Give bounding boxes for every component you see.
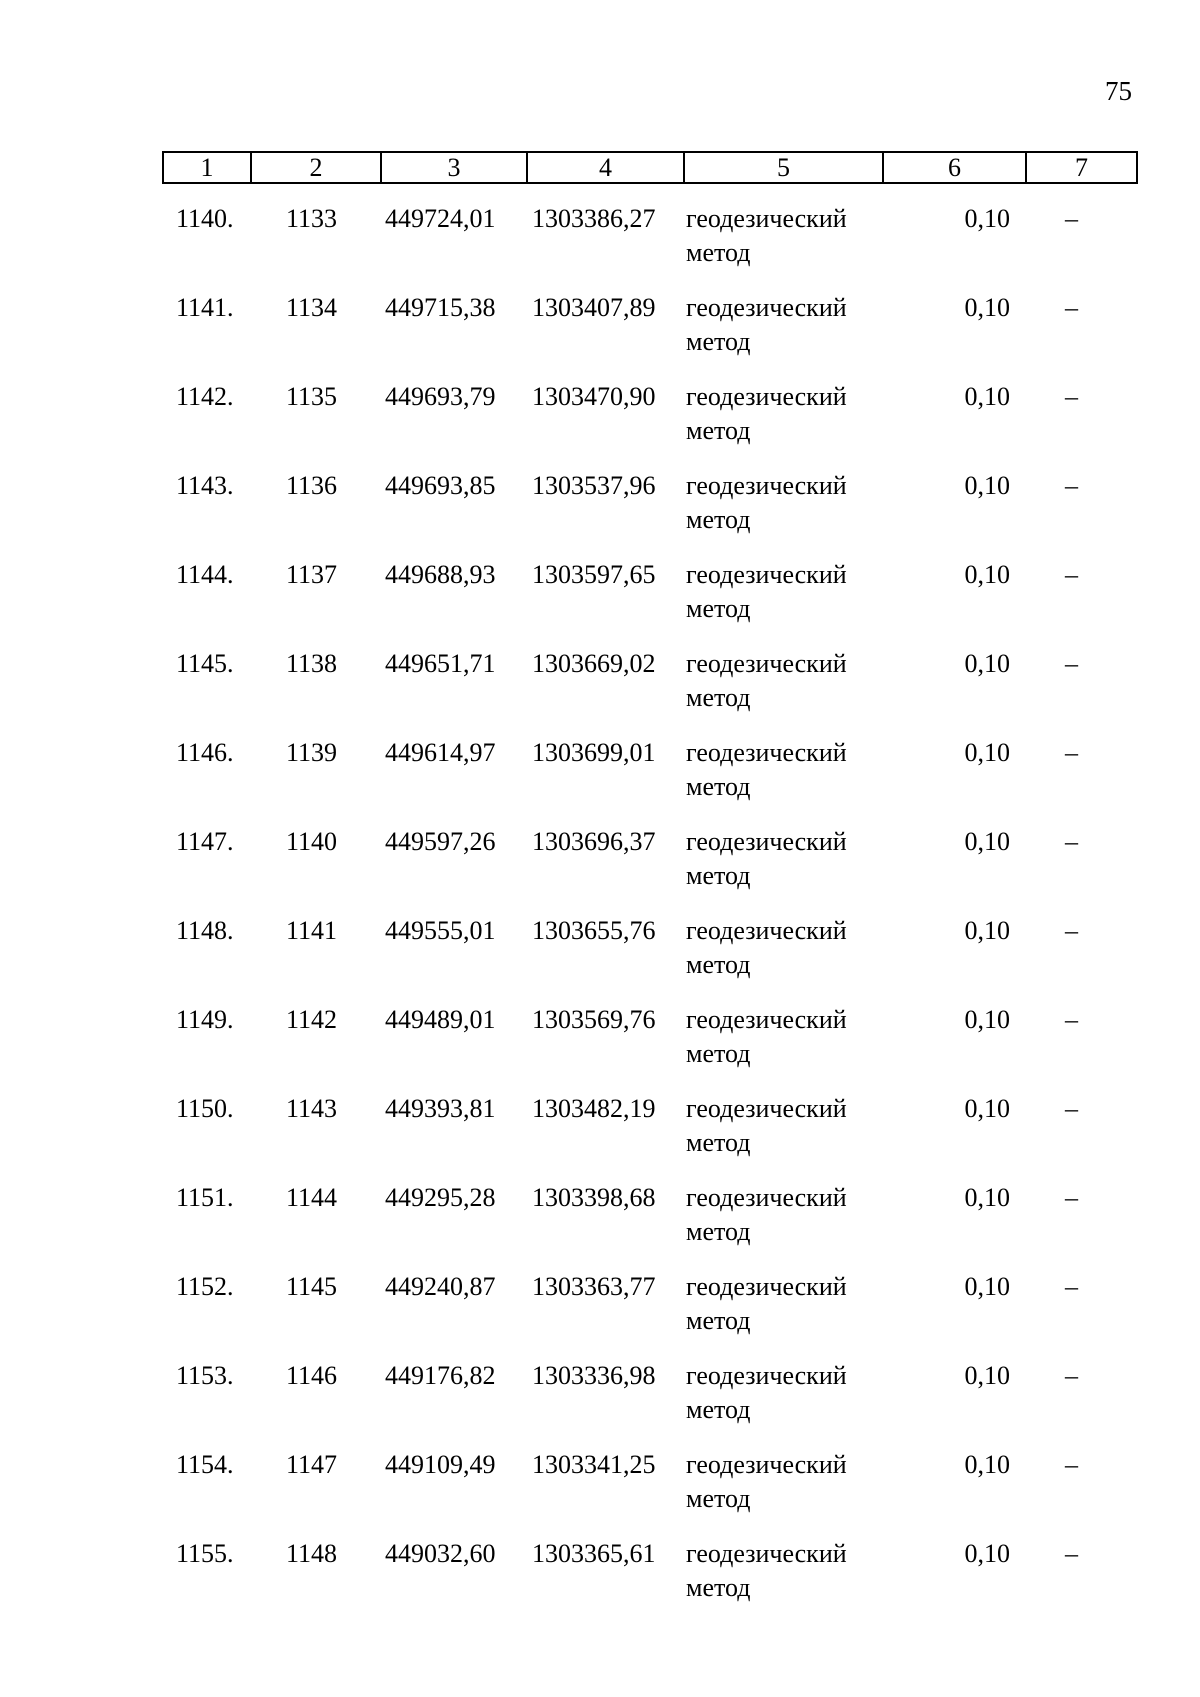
coordinate-y: 1303669,02 [532, 649, 656, 678]
note-dash: – [1065, 649, 1078, 678]
row-number: 1148. [176, 916, 234, 945]
coordinate-x: 449295,28 [385, 1183, 496, 1212]
table-row [0, 918, 1200, 998]
accuracy-value: 0,10 [964, 1183, 1010, 1212]
method-text: геодезический [686, 1450, 847, 1479]
note-dash: – [1065, 916, 1078, 945]
method-text: геодезический [686, 1005, 847, 1034]
point-number: 1143 [286, 1094, 338, 1123]
coordinate-y: 1303470,90 [532, 382, 656, 411]
point-number: 1135 [286, 382, 338, 411]
method-text: геодезический [686, 204, 847, 233]
method-text-continued: метод [686, 1395, 751, 1424]
note-dash: – [1065, 1183, 1078, 1212]
point-number: 1147 [286, 1450, 338, 1479]
row-number: 1144. [176, 560, 234, 589]
page-number: 75 [1105, 76, 1132, 106]
row-number: 1153. [176, 1361, 234, 1390]
accuracy-value: 0,10 [964, 649, 1010, 678]
table-row [0, 740, 1200, 820]
method-text: геодезический [686, 827, 847, 856]
table-row [0, 1452, 1200, 1532]
coordinate-x: 449109,49 [385, 1450, 496, 1479]
coordinate-y: 1303407,89 [532, 293, 656, 322]
coordinate-x: 449393,81 [385, 1094, 496, 1123]
table-row [0, 206, 1200, 286]
point-number: 1140 [286, 827, 338, 856]
coordinate-y: 1303655,76 [532, 916, 656, 945]
accuracy-value: 0,10 [964, 204, 1010, 233]
row-number: 1155. [176, 1539, 234, 1568]
method-text: геодезический [686, 382, 847, 411]
accuracy-value: 0,10 [964, 293, 1010, 322]
note-dash: – [1065, 827, 1078, 856]
note-dash: – [1065, 1005, 1078, 1034]
method-text-continued: метод [686, 772, 751, 801]
method-text-continued: метод [686, 1573, 751, 1602]
point-number: 1134 [286, 293, 338, 322]
coordinate-y: 1303482,19 [532, 1094, 656, 1123]
point-number: 1139 [286, 738, 338, 767]
method-text: геодезический [686, 1094, 847, 1123]
coordinate-x: 449688,93 [385, 560, 496, 589]
method-text-continued: метод [686, 327, 751, 356]
method-text: геодезический [686, 1361, 847, 1390]
coordinate-x: 449240,87 [385, 1272, 496, 1301]
method-text: геодезический [686, 738, 847, 767]
note-dash: – [1065, 1450, 1078, 1479]
method-text-continued: метод [686, 1217, 751, 1246]
accuracy-value: 0,10 [964, 738, 1010, 767]
coordinate-y: 1303365,61 [532, 1539, 656, 1568]
coordinate-y: 1303341,25 [532, 1450, 656, 1479]
row-number: 1145. [176, 649, 234, 678]
table-row [0, 562, 1200, 642]
method-text-continued: метод [686, 416, 751, 445]
row-number: 1149. [176, 1005, 234, 1034]
note-dash: – [1065, 382, 1078, 411]
row-number: 1147. [176, 827, 234, 856]
method-text-continued: метод [686, 1128, 751, 1157]
note-dash: – [1065, 738, 1078, 767]
coordinate-y: 1303537,96 [532, 471, 656, 500]
note-dash: – [1065, 1361, 1078, 1390]
coordinate-y: 1303569,76 [532, 1005, 656, 1034]
method-text-continued: метод [686, 505, 751, 534]
table-row [0, 473, 1200, 553]
coordinate-x: 449614,97 [385, 738, 496, 767]
column-number-3: 3 [382, 153, 528, 182]
method-text: геодезический [686, 1183, 847, 1212]
note-dash: – [1065, 1272, 1078, 1301]
accuracy-value: 0,10 [964, 382, 1010, 411]
row-number: 1146. [176, 738, 234, 767]
table-row [0, 295, 1200, 375]
row-number: 1143. [176, 471, 234, 500]
accuracy-value: 0,10 [964, 1361, 1010, 1390]
point-number: 1142 [286, 1005, 338, 1034]
table-row [0, 829, 1200, 909]
coordinate-x: 449724,01 [385, 204, 496, 233]
method-text: геодезический [686, 293, 847, 322]
note-dash: – [1065, 560, 1078, 589]
coordinate-y: 1303696,37 [532, 827, 656, 856]
column-number-5: 5 [685, 153, 884, 182]
coordinate-x: 449715,38 [385, 293, 496, 322]
row-number: 1140. [176, 204, 234, 233]
coordinate-x: 449555,01 [385, 916, 496, 945]
method-text-continued: метод [686, 861, 751, 890]
table-row [0, 1541, 1200, 1621]
table-row [0, 1096, 1200, 1176]
note-dash: – [1065, 293, 1078, 322]
row-number: 1151. [176, 1183, 234, 1212]
accuracy-value: 0,10 [964, 560, 1010, 589]
method-text: геодезический [686, 1539, 847, 1568]
point-number: 1138 [286, 649, 338, 678]
method-text: геодезический [686, 649, 847, 678]
point-number: 1141 [286, 916, 338, 945]
point-number: 1137 [286, 560, 338, 589]
row-number: 1154. [176, 1450, 234, 1479]
table-row [0, 651, 1200, 731]
table-row [0, 1274, 1200, 1354]
note-dash: – [1065, 471, 1078, 500]
point-number: 1136 [286, 471, 338, 500]
coordinate-x: 449176,82 [385, 1361, 496, 1390]
row-number: 1142. [176, 382, 234, 411]
note-dash: – [1065, 1094, 1078, 1123]
column-number-header [162, 151, 1138, 184]
accuracy-value: 0,10 [964, 827, 1010, 856]
method-text-continued: метод [686, 1039, 751, 1068]
column-number-1: 1 [164, 153, 252, 182]
table-row [0, 1363, 1200, 1443]
method-text: геодезический [686, 560, 847, 589]
accuracy-value: 0,10 [964, 1539, 1010, 1568]
row-number: 1141. [176, 293, 234, 322]
column-number-2: 2 [252, 153, 382, 182]
column-number-7: 7 [1075, 152, 1088, 182]
coordinate-y: 1303386,27 [532, 204, 656, 233]
accuracy-value: 0,10 [964, 1094, 1010, 1123]
method-text-continued: метод [686, 594, 751, 623]
note-dash: – [1065, 1539, 1078, 1568]
coordinate-y: 1303398,68 [532, 1183, 656, 1212]
accuracy-value: 0,10 [964, 471, 1010, 500]
row-number: 1152. [176, 1272, 234, 1301]
note-dash: – [1065, 204, 1078, 233]
point-number: 1145 [286, 1272, 338, 1301]
point-number: 1133 [286, 204, 338, 233]
method-text: геодезический [686, 471, 847, 500]
coordinate-x: 449489,01 [385, 1005, 496, 1034]
row-number: 1150. [176, 1094, 234, 1123]
method-text-continued: метод [686, 683, 751, 712]
accuracy-value: 0,10 [964, 1005, 1010, 1034]
coordinate-y: 1303699,01 [532, 738, 656, 767]
coordinate-x: 449651,71 [385, 649, 496, 678]
method-text: геодезический [686, 1272, 847, 1301]
method-text: геодезический [686, 916, 847, 945]
point-number: 1148 [286, 1539, 338, 1568]
method-text-continued: метод [686, 1484, 751, 1513]
accuracy-value: 0,10 [964, 916, 1010, 945]
coordinate-x: 449693,85 [385, 471, 496, 500]
method-text-continued: метод [686, 238, 751, 267]
table-row [0, 1007, 1200, 1087]
column-number-6: 6 [884, 153, 1027, 182]
coordinate-x: 449032,60 [385, 1539, 496, 1568]
method-text-continued: метод [686, 950, 751, 979]
column-number-4: 4 [528, 153, 685, 182]
accuracy-value: 0,10 [964, 1272, 1010, 1301]
accuracy-value: 0,10 [964, 1450, 1010, 1479]
table-row [0, 384, 1200, 464]
point-number: 1146 [286, 1361, 338, 1390]
coordinate-x: 449597,26 [385, 827, 496, 856]
method-text-continued: метод [686, 1306, 751, 1335]
point-number: 1144 [286, 1183, 338, 1212]
coordinate-y: 1303597,65 [532, 560, 656, 589]
coordinate-y: 1303336,98 [532, 1361, 656, 1390]
coordinate-x: 449693,79 [385, 382, 496, 411]
table-row [0, 1185, 1200, 1265]
coordinate-y: 1303363,77 [532, 1272, 656, 1301]
